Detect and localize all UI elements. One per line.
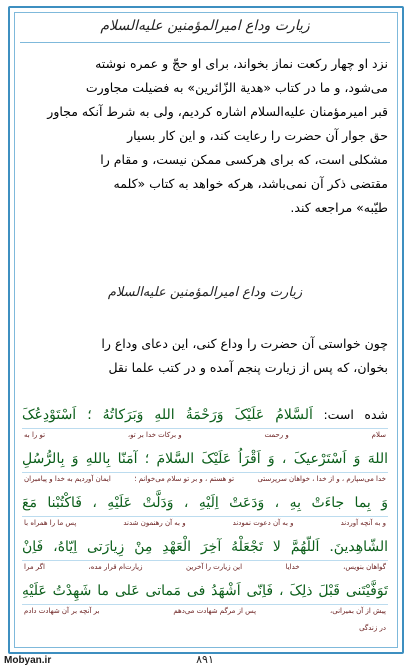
gloss-word: این زیارت را آخرین — [185, 563, 243, 571]
gloss-word: و رحمت — [264, 431, 289, 439]
paragraph-farewell-intro — [22, 332, 388, 380]
page-header-title: زیارت وداع امیرالمؤمنین علیه‌السلام — [100, 18, 310, 34]
gloss-word: خدا می‌سپارم ، و از خدا ، خواهان سرپرستی — [257, 475, 386, 483]
text-line: مقتضی ذکر آن نمی‌باشد، هرکه خواهد به کتاب «کلمه — [113, 176, 388, 191]
gloss-word: پیش از آن بمیرانی، — [329, 607, 386, 615]
arabic-line — [22, 402, 388, 446]
translation-gloss — [22, 472, 388, 487]
gloss-word: در زندگی — [359, 624, 386, 632]
arabic-prefix: شده است: — [312, 407, 388, 422]
arabic-verse: الشّاهِدینَ. اَللّهُمَّ لا تَجْعَلْهُ آخِرَ الْعَهْدِ مِنْ زِیارَتی اِیّاهُ، فَاِنْ — [22, 539, 388, 555]
translation-gloss — [22, 428, 388, 443]
arabic-line — [22, 446, 388, 490]
paragraph-intro — [22, 52, 388, 220]
translation-gloss-tail — [22, 622, 388, 636]
arabic-verse: وَ بِما جاءَتْ بِهِ ، وَدَعَتْ اِلَیْهِ ، وَدَلَّتْ عَلَیْهِ ، فَاکْتُبْنا مَعَ — [22, 495, 388, 511]
arabic-verse: اَلسَّلامُ عَلَیْکَ وَرَحْمَةُ اللهِ وَبَرَکاتُهُ ؛ اَسْتَوْدِعُکَ — [22, 407, 313, 423]
gloss-word: گواهان بنویس، — [343, 563, 386, 571]
section-subtitle: زیارت وداع امیرالمؤمنین علیه‌السلام — [107, 285, 303, 300]
text-line: مشکلی است، که برای هرکسی ممکن نیست، و مقام را — [100, 152, 388, 167]
arabic-line — [22, 534, 388, 578]
arabic-line — [22, 490, 388, 534]
gloss-word: پس از مرگم شهادت می‌دهم — [173, 607, 257, 615]
gloss-word: زیارت‌ام قرار مده، — [88, 563, 143, 571]
gloss-word: و برکات خدا بر تو، — [127, 431, 182, 439]
gloss-word: ایمان آوردیم به خدا و پیامبران — [24, 475, 111, 483]
text-line: نزد او چهار رکعت نماز بخواند، برای او حجّ و عمره نوشته — [95, 56, 388, 71]
gloss-word: پس ما را همراه با — [24, 519, 77, 527]
gloss-word: تو را به — [24, 431, 46, 439]
gloss-word: و به آن دعوت نمودند — [232, 519, 294, 527]
text-line: طیّبه» مراجعه کند. — [290, 200, 388, 215]
gloss-word: و به آن رهنمون شدند — [123, 519, 186, 527]
gloss-word: تو هستم ، و بر تو سلام می‌خوانم ؛ — [134, 475, 235, 483]
page-number: ۸۹۱ — [196, 653, 214, 666]
text-line: چون خواستی آن حضرت را وداع کنی، این دعای وداع را — [101, 336, 388, 351]
translation-gloss — [22, 560, 388, 575]
header-divider — [20, 42, 390, 43]
text-line: می‌شود، و ما در کتاب «هدیة الزّائرین» به فضیلت مجاورت — [85, 80, 388, 95]
text-line: بخوان، که پس از زیارت پنجم آمده و در کتب علما نقل — [108, 360, 388, 375]
arabic-verse: تَوَفَّیْتَنی قَبْلَ ذلِکَ ، فَاِنّی اَشْهَدُ فی مَماتی عَلی ما شَهِدْتُ عَلَیْهِ — [22, 583, 388, 599]
text-line: حق جوار آن حضرت را رعایت کند، و این کار بسیار — [127, 128, 388, 143]
translation-gloss — [22, 604, 388, 619]
gloss-word: بر آنچه بر آن شهادت دادم — [24, 607, 100, 615]
text-line: قبر امیرمؤمنان علیه‌السلام اشاره کردیم، ولی به شرط آنکه مجاور — [47, 104, 388, 119]
arabic-prayer-block — [22, 402, 388, 622]
arabic-line — [22, 578, 388, 622]
watermark-text: Mobyan.ir — [4, 655, 52, 666]
gloss-word: خدایا — [285, 563, 300, 571]
translation-gloss — [22, 516, 388, 531]
arabic-text — [22, 402, 388, 428]
gloss-word: اگر مرا — [24, 563, 45, 571]
gloss-word: و به آنچه آوردند — [340, 519, 386, 527]
arabic-verse: اللهَ وَ اَسْتَرْعیکَ ، وَ اَقْرَاُ عَلَیْکَ السَّلامَ ؛ آمَنّا بِاللهِ وَ بِالرُّسُلِ — [22, 451, 388, 467]
gloss-word: سلام — [371, 431, 386, 439]
